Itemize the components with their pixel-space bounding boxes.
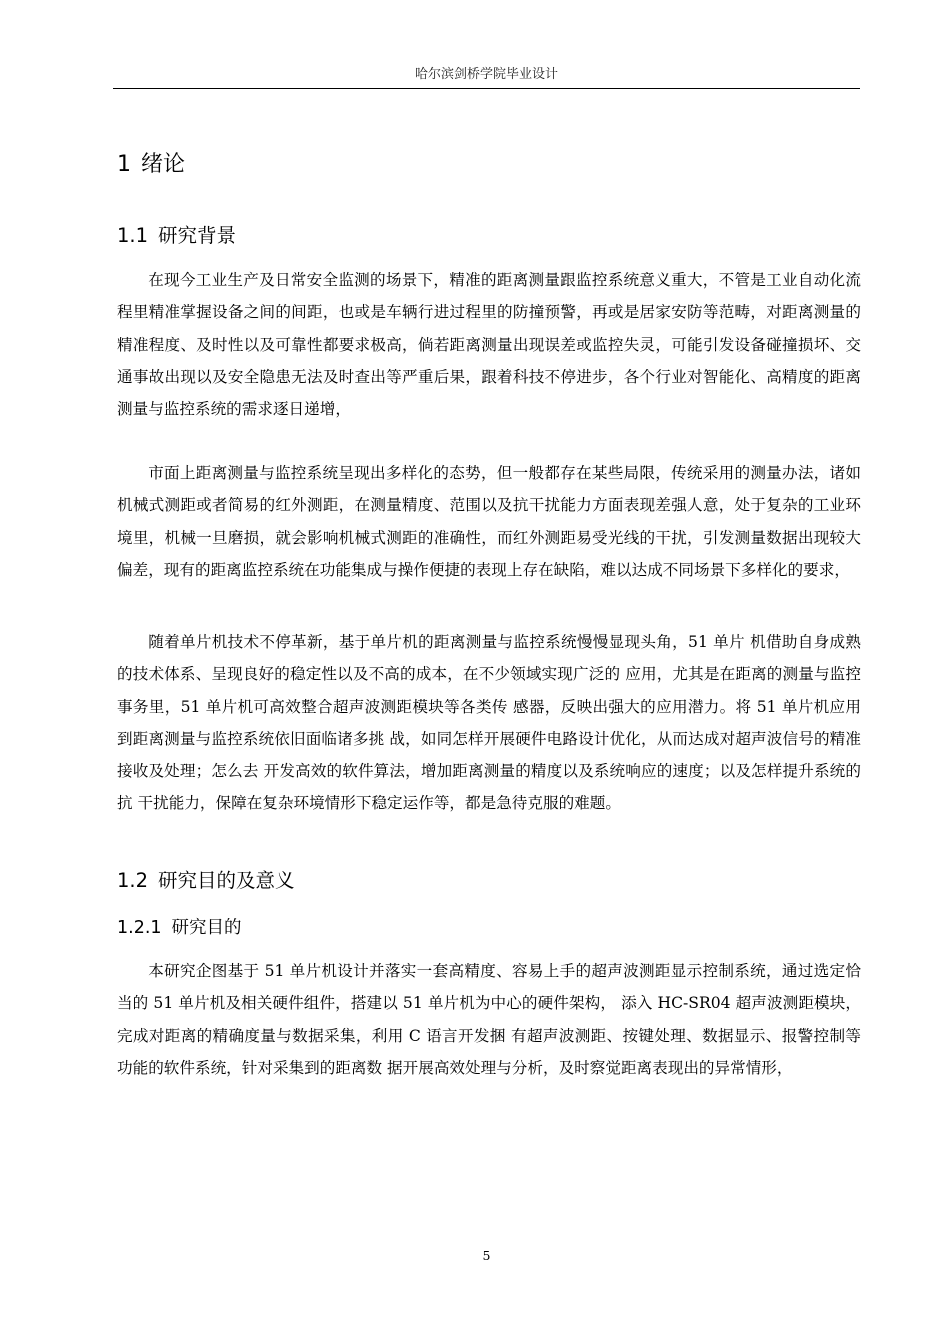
section-heading-1-1 — [117, 222, 236, 250]
paragraph: 随着单片机技术不停革新，基于单片机的距离测量与监控系统慢慢显现头角，51 单片 机借助自身成熟的技术体系、呈现良好的稳定性以及不高的成本，在不少领域实现广泛的 应用，尤其是在距离的测量与监控事务里，51 单片机可高效整合超声波测距模块等各类传 感器，反映出强大的应用潜力。将 51 单片机应用到距离测量与监控系统依旧面临诸多挑 战，如同怎样开展硬件电路设计优化，从而达成对超声波信号的精准接收及处理；怎么去 开发高效的软件算法，增加距离测量的精度以及系统响应的速度；以及怎样提升系统的抗 干扰能力，保障在复杂环境情形下稳定运作等，都是急待克服的难题。 — [117, 633, 861, 813]
subsection-number: 1.2.1 — [117, 918, 162, 938]
section-number: 1.2 — [117, 869, 149, 892]
subsection-heading-1-2-1 — [117, 915, 242, 941]
paragraph: 市面上距离测量与监控系统呈现出多样化的态势，但一般都存在某些局限，传统采用的测量办法，诸如机械式测距或者简易的红外测距，在测量精度、范围以及抗干扰能力方面表现差强人意，处于复杂的工业环境里，机械一旦磨损，就会影响机械式测距的准确性，而红外测距易受光线的干扰，引发测量数据出现较大偏差，现有的距离监控系统在功能集成与操作便捷的表现上存在缺陷，难以达成不同场景下多样化的要求， — [117, 464, 861, 579]
chapter-title: 绪论 — [141, 152, 186, 177]
paragraph: 在现今工业生产及日常安全监测的场景下，精准的距离测量跟监控系统意义重大，不管是工业自动化流程里精准掌握设备之间的间距，也或是车辆行进过程里的防撞预警，再或是居家安防等范畴，对距离测量的精准程度、及时性以及可靠性都要求极高，倘若距离测量出现误差或监控失灵，可能引发设备碰撞损坏、交通事故出现以及安全隐患无法及时查出等严重后果，跟着科技不停进步，各个行业对智能化、高精度的距离测量与监控系统的需求逐日递增， — [117, 271, 861, 419]
section-title: 研究背景 — [158, 224, 237, 247]
chapter-number: 1 — [117, 152, 131, 177]
section-heading-1-2 — [117, 867, 295, 895]
page-number: 5 — [482, 1248, 491, 1263]
running-header: 哈尔滨剑桥学院毕业设计 — [414, 67, 558, 82]
section-title: 研究目的及意义 — [158, 869, 295, 892]
header-divider — [113, 88, 860, 89]
subsection-title: 研究目的 — [171, 918, 242, 938]
section-number: 1.1 — [117, 224, 149, 247]
chapter-heading — [117, 150, 185, 180]
paragraph: 本研究企图基于 51 单片机设计并落实一套高精度、容易上手的超声波测距显示控制系统，通过选定恰当的 51 单片机及相关硬件组件，搭建以 51 单片机为中心的硬件架构， 添入 HC-SR04 超声波测距模块，完成对距离的精确度量与数据采集，利用 C 语言开发捆 有超声波测距、按键处理、数据显示、报警控制等功能的软件系统，针对采集到的距离数 据开展高效处理与分析，及时察觉距离表现出的异常情形， — [117, 962, 861, 1077]
